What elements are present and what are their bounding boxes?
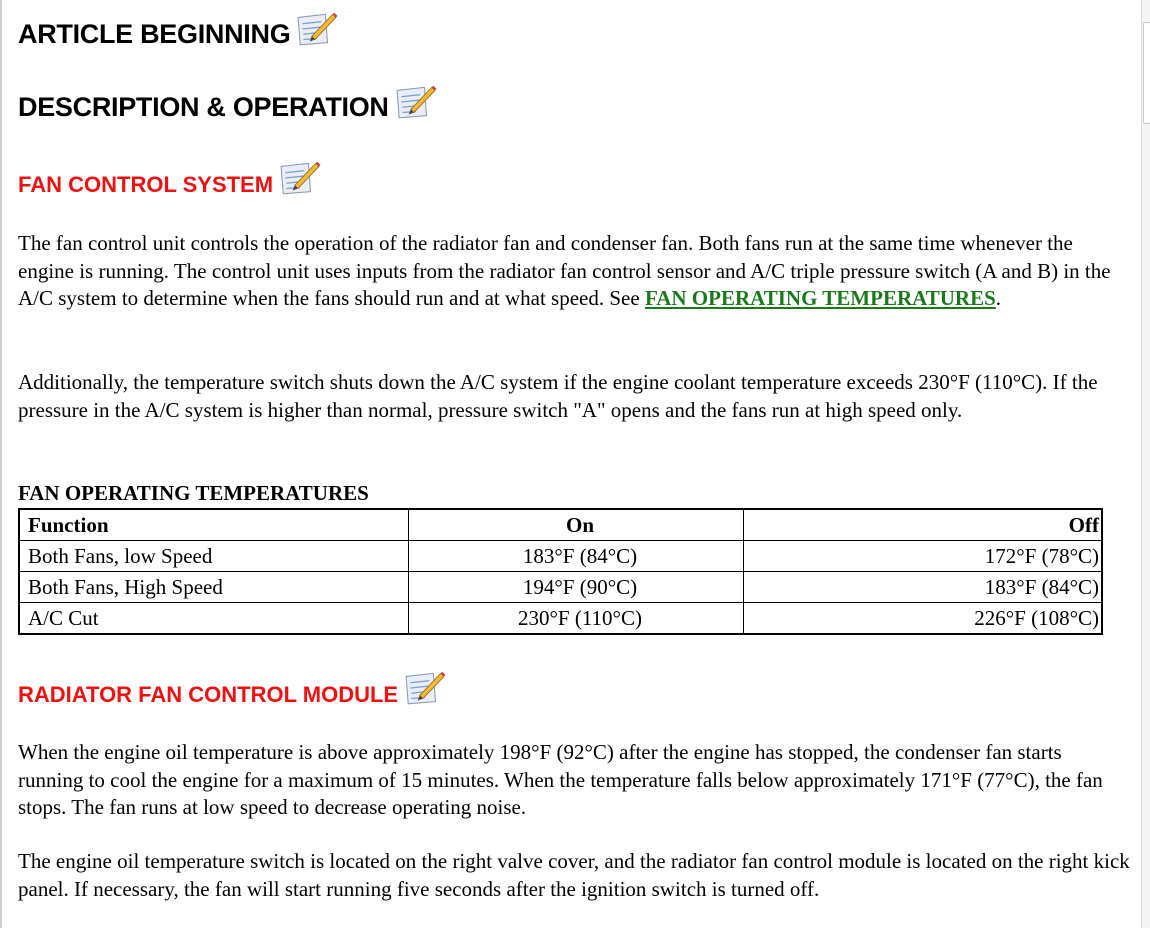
heading-fan-control-system bbox=[18, 172, 321, 198]
heading-radiator-fan-control-module bbox=[18, 682, 446, 708]
heading-description-operation bbox=[18, 92, 437, 123]
cell-off: 172°F (78°C) bbox=[744, 541, 1103, 572]
paragraph-period: . bbox=[995, 286, 1002, 310]
table-row bbox=[19, 572, 1102, 603]
window-left-border bbox=[0, 0, 2, 928]
radiator-module-paragraph-2: The engine oil temperature switch is located on the right valve cover, and the radiator fan control module is located on the right kick panel. If necessary, the fan will start running five seconds after the ignition switch is turned off. bbox=[18, 849, 1130, 901]
cell-on: 230°F (110°C) bbox=[409, 603, 744, 635]
edit-note-icon[interactable] bbox=[279, 160, 321, 196]
vertical-scrollbar[interactable] bbox=[1141, 0, 1150, 928]
cell-off: 226°F (108°C) bbox=[744, 603, 1103, 635]
header-function: Function bbox=[19, 509, 409, 541]
table-caption: FAN OPERATING TEMPERATURES bbox=[18, 481, 369, 505]
cell-off: 183°F (84°C) bbox=[744, 572, 1103, 603]
edit-note-icon[interactable] bbox=[404, 670, 446, 706]
scrollbar-thumb[interactable] bbox=[1143, 22, 1150, 124]
radiator-module-paragraph-1: When the engine oil temperature is above approximately 198°F (92°C) after the engine has stopped, the condenser fan starts running to cool the engine for a maximum of 15 minutes. When the temperature falls below approximately 171°F (77°C), the fan stops. The fan runs at low speed to decrease operating noise. bbox=[18, 740, 1103, 819]
fan-operating-temperatures-link[interactable]: FAN OPERATING TEMPERATURES bbox=[644, 286, 996, 310]
edit-note-icon[interactable] bbox=[296, 11, 338, 47]
heading-text: ARTICLE BEGINNING bbox=[18, 19, 291, 49]
heading-text: FAN CONTROL SYSTEM bbox=[18, 172, 274, 197]
heading-text: RADIATOR FAN CONTROL MODULE bbox=[18, 682, 399, 707]
table-row bbox=[19, 603, 1102, 635]
header-off: Off bbox=[744, 509, 1103, 541]
heading-article-beginning bbox=[18, 19, 338, 50]
paragraph-text: The fan control unit controls the operation of the radiator fan and condenser fan. Both fans run at the same time whenever the engine is running. The control unit uses inputs from the radiator fan control sensor and A/C triple pressure switch (A and B) in the A/C system to determine when the fans should run and at what speed. See bbox=[18, 231, 1111, 310]
cell-function: A/C Cut bbox=[19, 603, 409, 635]
edit-note-icon[interactable] bbox=[395, 84, 437, 120]
cell-on: 183°F (84°C) bbox=[409, 541, 744, 572]
fan-operating-temperatures-table bbox=[18, 508, 1103, 635]
heading-text: DESCRIPTION & OPERATION bbox=[18, 92, 389, 122]
table-header-row bbox=[19, 509, 1102, 541]
fan-control-paragraph-2: Additionally, the temperature switch shuts down the A/C system if the engine coolant temperature exceeds 230°F (110°C). If the pressure in the A/C system is higher than normal, pressure switch "A" opens and the fans run at high speed only. bbox=[18, 370, 1098, 422]
table-row bbox=[19, 541, 1102, 572]
cell-function: Both Fans, High Speed bbox=[19, 572, 409, 603]
cell-on: 194°F (90°C) bbox=[409, 572, 744, 603]
cell-function: Both Fans, low Speed bbox=[19, 541, 409, 572]
fan-control-paragraph-1 bbox=[18, 230, 1130, 313]
header-on: On bbox=[409, 509, 744, 541]
